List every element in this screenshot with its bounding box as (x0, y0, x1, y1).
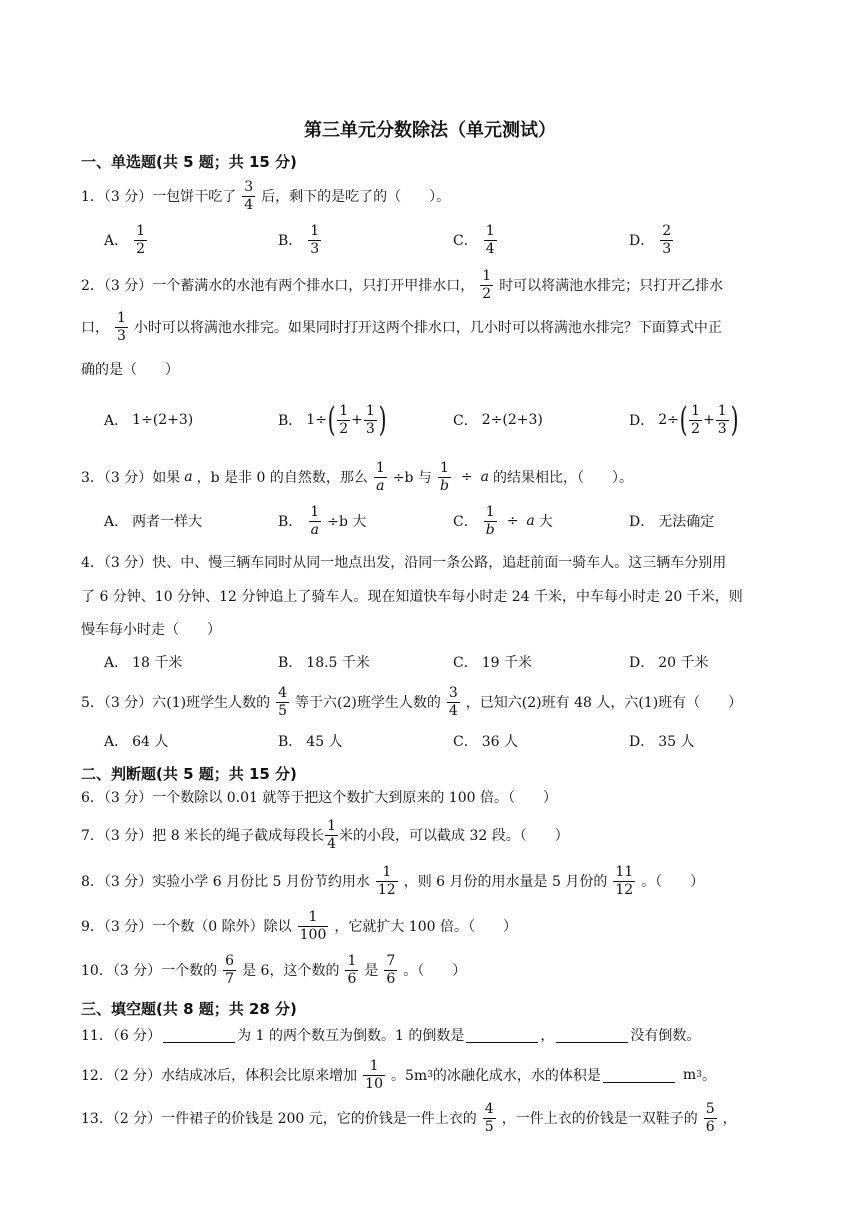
q3-option-b[interactable]: B． $\frac{1}{a}$ ÷b 大 (278, 503, 367, 538)
question-text: 后，剩下的是吃了的（ ）。 (261, 189, 451, 205)
q1-option-c[interactable]: C． $\frac{1}{4}$ (453, 222, 495, 257)
question-4-line-1: 4．（3 分）快、中、慢三辆车同时从同一地点出发，沿同一条公路，追赶前面一骑车人。这三辆车分别用 (81, 555, 727, 571)
question-1 (81, 174, 450, 218)
fraction: $\frac{1}{b}$ (439, 459, 449, 494)
section-heading-true-false: 二、判断题(共 5 题；共 15 分) (81, 765, 297, 783)
question-7: 7．（3 分）把 8 米长的绳子截成每段长 $\frac{1}{4}$ 米的小段，可以截成 32 段。（ ） (81, 817, 569, 852)
question-text: 1．（3 分）一包饼干吃了 (81, 189, 237, 205)
fraction: $\frac{4}{5}$ (278, 684, 288, 719)
q4-option-c[interactable]: C． 19 千米 (453, 655, 532, 671)
q5-option-b[interactable]: B． 45 人 (278, 734, 343, 750)
question-10: 10．（3 分）一个数的 $\frac{6}{7}$ 是 6，这个数的 $\frac{1}{6}$ 是 $\frac{7}{6}$ 。（ ） (81, 952, 467, 987)
section-heading-single-choice: 一、单选题(共 5 题；共 15 分) (81, 153, 297, 171)
fraction: $\frac{1}{2}$ (482, 267, 492, 302)
q4-option-d[interactable]: D． 20 千米 (629, 655, 709, 671)
question-4-line-3: 慢车每小时走（ ） (81, 622, 221, 638)
fraction: $\frac{3}{4}$ (448, 684, 458, 719)
q2-option-a[interactable]: A． 1÷(2+3) (104, 412, 194, 429)
fraction: $\frac{11}{12}$ (615, 863, 634, 898)
fraction: $\frac{1}{10}$ (365, 1057, 383, 1092)
q2-option-b[interactable]: B． 1÷ ( $\frac{1}{2}$ + $\frac{1}{3}$ ) (278, 400, 387, 440)
question-6: 6．（3 分）一个数除以 0.01 就等于把这个数扩大到原来的 100 倍。（ ） (81, 790, 557, 806)
question-13: 13．（2 分）一件裙子的价钱是 200 元，它的价钱是一件上衣的 $\frac{4}{5}$ ，一件上衣的价钱是一双鞋子的 $\frac{5}{6}$ ， (81, 1100, 737, 1135)
q3-option-c[interactable]: C． $\frac{1}{b}$ ÷ a 大 (453, 503, 553, 538)
answer-blank[interactable] (466, 1028, 538, 1043)
q2-option-d[interactable]: D． 2÷ ( $\frac{1}{2}$ + $\frac{1}{3}$ ) (629, 400, 739, 440)
answer-blank[interactable] (603, 1068, 675, 1083)
q4-option-a[interactable]: A． 18 千米 (104, 655, 183, 671)
fraction: $\frac{6}{7}$ (225, 952, 235, 987)
fraction: $\frac{5}{6}$ (705, 1100, 715, 1135)
fraction: $\frac{1}{4}$ (327, 817, 336, 852)
q5-option-a[interactable]: A． 64 人 (104, 734, 169, 750)
q3-option-a[interactable]: A． 两者一样大 (104, 514, 203, 530)
fraction: $\frac{7}{6}$ (386, 952, 396, 987)
q1-option-d[interactable]: D． $\frac{2}{3}$ (629, 222, 672, 257)
question-12: 12．（2 分）水结成冰后，体积会比原来增加 $\frac{1}{10}$ 。5m 3 的冰融化成水，水的体积是 m 3 。 (81, 1057, 716, 1092)
q1-option-a[interactable]: A． $\frac{1}{2}$ (104, 222, 146, 257)
fraction: $\frac{1}{a}$ (375, 459, 385, 494)
q3-option-d[interactable]: D． 无法确定 (629, 514, 715, 530)
fraction: $\frac{1}{3}$ (117, 309, 126, 344)
fraction: $\frac{1}{6}$ (347, 952, 357, 987)
q5-option-c[interactable]: C． 36 人 (453, 734, 518, 750)
q1-option-b[interactable]: B． $\frac{1}{3}$ (278, 222, 320, 257)
question-8: 8．（3 分）实验小学 6 月份比 5 月份节约用水 $\frac{1}{12}$ ，则 6 月份的用水量是 5 月份的 $\frac{11}{12}$ 。（ ） (81, 863, 705, 898)
answer-blank[interactable] (556, 1028, 628, 1043)
fraction: $\frac{1}{100}$ (299, 908, 327, 943)
q5-option-d[interactable]: D． 35 人 (629, 734, 695, 750)
fraction: $\frac{4}{5}$ (484, 1100, 494, 1135)
question-9: 9．（3 分）一个数（0 除外）除以 $\frac{1}{100}$ ，它就扩大 100 倍。（ ） (81, 908, 517, 943)
question-4-line-2: 了 6 分钟、10 分钟、12 分钟追上了骑车人。现在知道快车每小时走 24 千米，中车每小时走 20 千米，则 (81, 589, 743, 605)
question-2-line-2: 口， $\frac{1}{3}$ 小时可以将满池水排完。如果同时打开这两个排水口，几小时可以将满池水排完？下面算式中正 (81, 309, 722, 344)
question-2-line-1: 2．（3 分）一个蓄满水的水池有两个排水口，只打开甲排水口， $\frac{1}{2}$ 时可以将满池水排完；只打开乙排水 (81, 267, 724, 302)
section-heading-fill-in: 三、填空题(共 8 题；共 28 分) (81, 1000, 297, 1018)
question-11: 11．（6 分） 为 1 的两个数互为倒数。1 的倒数是 ， 没有倒数。 (81, 1028, 701, 1044)
question-3: 3．（3 分）如果 a ，b 是非 0 的自然数，那么 $\frac{1}{a}$ ÷b 与 $\frac{1}{b}$ ÷ a 的结果相比，（ ）。 (81, 459, 633, 494)
question-2-line-3: 确的是（ ） (81, 362, 179, 378)
fraction: $\frac{1}{12}$ (377, 863, 396, 898)
question-5: 5．（3 分）六(1)班学生人数的 $\frac{4}{5}$ 等于六(2)班学生人数的 $\frac{3}{4}$ ，已知六(2)班有 48 人，六(1)班有（ ） (81, 684, 743, 719)
page-title: 第三单元分数除法（单元测试） (304, 120, 556, 141)
q4-option-b[interactable]: B． 18.5 千米 (278, 655, 370, 671)
fraction: $\frac{3}{4}$ (244, 178, 254, 213)
answer-blank[interactable] (163, 1028, 235, 1043)
q2-option-c[interactable]: C． 2÷(2+3) (453, 412, 543, 429)
